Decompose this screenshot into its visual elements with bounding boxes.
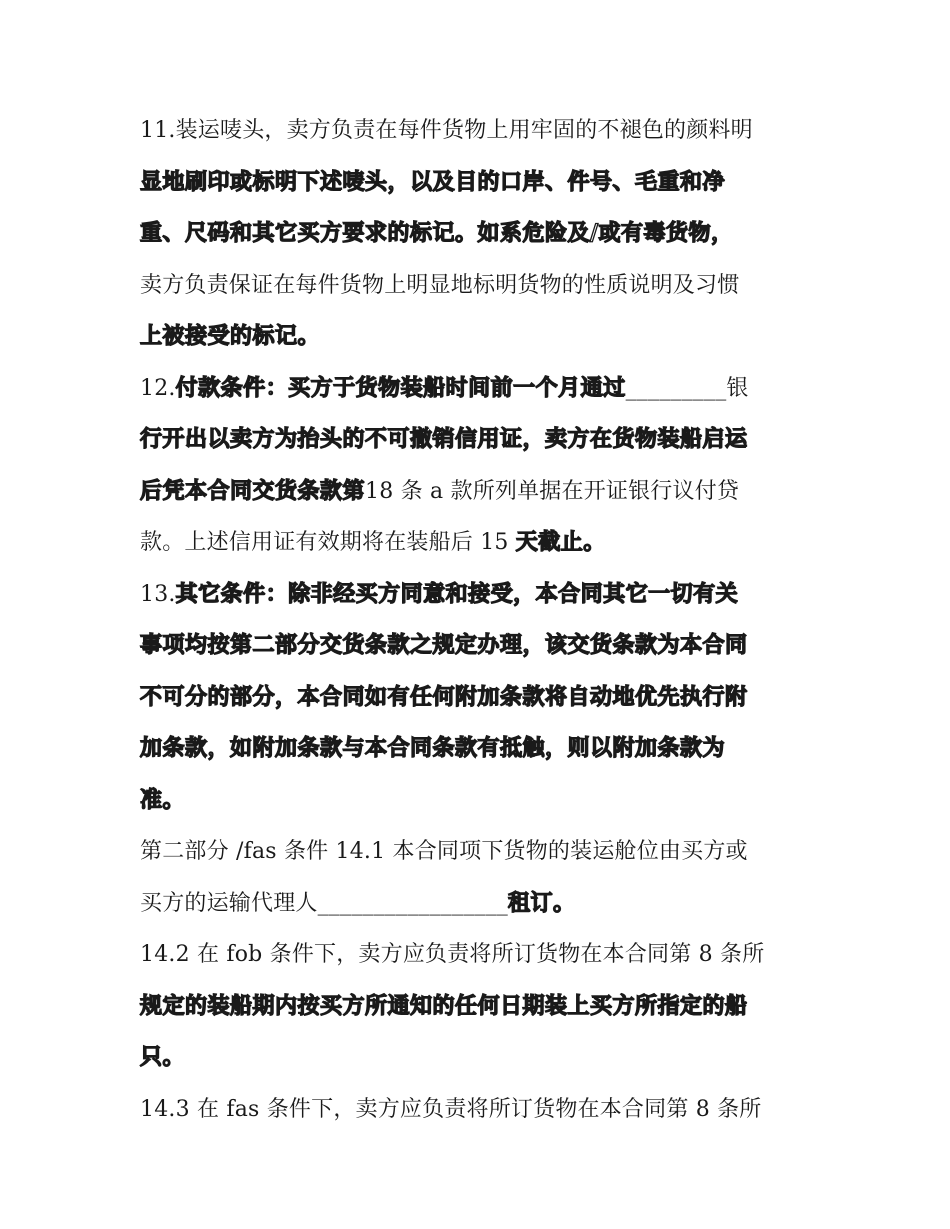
outlined-text-segment: 其它条件：除非经买方同意和接受，本合同其它一切有关 bbox=[175, 581, 739, 607]
outlined-text-segment: 上被接受的标记。 bbox=[140, 324, 321, 349]
text-line bbox=[140, 211, 820, 263]
text-line bbox=[140, 1035, 820, 1087]
text-line bbox=[140, 778, 820, 830]
text-line bbox=[140, 263, 820, 315]
outlined-text-segment: 事项均按第二部分交货条款之规定办理，该交货条款为本合同 bbox=[140, 633, 748, 658]
text-line bbox=[140, 314, 820, 366]
text-line bbox=[140, 726, 820, 778]
outlined-text-segment: 后凭本合同交货条款第 bbox=[140, 478, 366, 504]
text-line bbox=[140, 108, 820, 160]
outlined-text-segment: 租订。 bbox=[508, 890, 576, 916]
text-line bbox=[140, 932, 820, 984]
contract-text-body bbox=[140, 108, 820, 1138]
text-segment: 18 条 a 款所列单据在开证银行议付贷 bbox=[365, 478, 740, 504]
text-line bbox=[140, 520, 820, 572]
outlined-text-segment: 重、尺码和其它买方要求的标记。如系危险及/或有毒货物， bbox=[140, 221, 734, 246]
text-line bbox=[140, 366, 820, 418]
text-segment: 14.3 在 fas 条件下，卖方应负责将所订货物在本合同第 8 条所 bbox=[140, 1096, 762, 1122]
text-line bbox=[140, 623, 820, 675]
outlined-text-segment: 行开出以卖方为抬头的不可撤销信用证，卖方在货物装船启运 bbox=[140, 427, 748, 452]
outlined-text-segment: 规定的装船期内按买方所通知的任何日期装上买方所指定的船 bbox=[140, 993, 748, 1019]
text-line bbox=[140, 417, 820, 469]
text-line bbox=[140, 984, 820, 1036]
text-segment: _________银 bbox=[625, 375, 749, 401]
text-line bbox=[140, 1087, 820, 1139]
text-line bbox=[140, 881, 820, 933]
text-segment: 卖方负责保证在每件货物上明显地标明货物的性质说明及习惯 bbox=[140, 272, 740, 298]
text-segment: 14.2 在 fob 条件下，卖方应负责将所订货物在本合同第 8 条所 bbox=[140, 942, 765, 967]
text-segment: 款。上述信用证有效期将在装船后 15 bbox=[140, 530, 516, 555]
outlined-text-segment: 不可分的部分，本合同如有任何附加条款将自动地优先执行附 bbox=[140, 684, 748, 710]
text-line bbox=[140, 469, 820, 521]
text-segment: 买方的运输代理人_________________ bbox=[140, 890, 509, 916]
text-segment: 13. bbox=[140, 581, 176, 607]
text-line bbox=[140, 160, 820, 212]
outlined-text-segment: 显地刷印或标明下述唛头，以及目的口岸、件号、毛重和净 bbox=[140, 169, 726, 195]
outlined-text-segment: 天截止。 bbox=[515, 530, 606, 555]
text-segment: 11.装运唛头，卖方负责在每件货物上用牢固的不褪色的颜料明 bbox=[140, 118, 753, 143]
outlined-text-segment: 付款条件：买方于货物装船时间前一个月通过 bbox=[175, 375, 626, 401]
text-segment: 第二部分 /fas 条件 14.1 本合同项下货物的装运舱位由买方或 bbox=[140, 839, 748, 864]
outlined-text-segment: 加条款，如附加条款与本合同条款有抵触，则以附加条款为 bbox=[140, 736, 726, 761]
outlined-text-segment: 准。 bbox=[140, 787, 186, 813]
text-line bbox=[140, 675, 820, 727]
outlined-text-segment: 只。 bbox=[140, 1045, 186, 1070]
text-line bbox=[140, 572, 820, 624]
text-line bbox=[140, 829, 820, 881]
text-segment: 12. bbox=[140, 375, 176, 401]
